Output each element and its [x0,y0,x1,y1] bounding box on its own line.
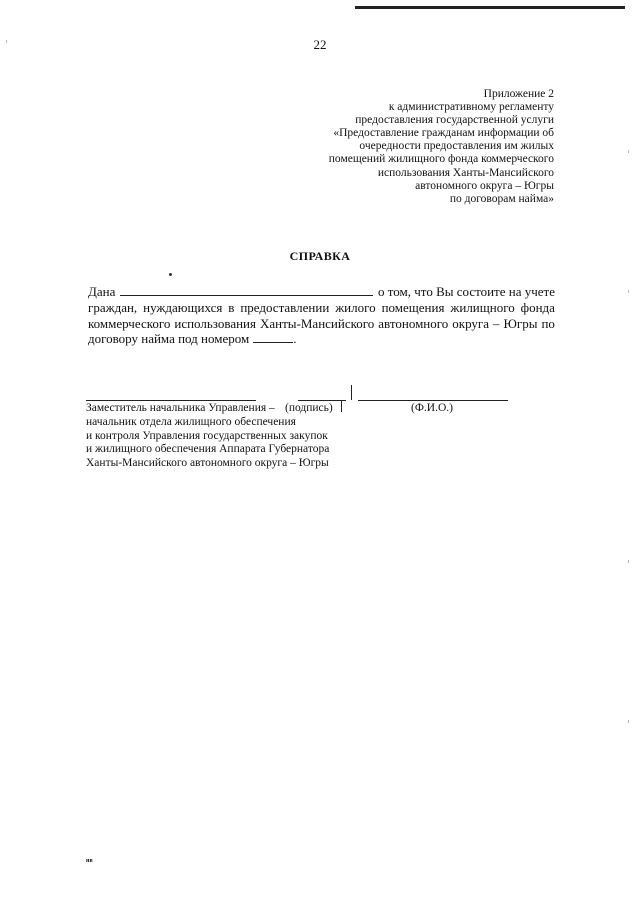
appendix-line: автономного округа – Югры [415,179,554,192]
word: жилого [335,300,376,315]
appendix-line: очередности предоставления им жилых [359,140,554,153]
position-line: и контроля Управления государственных закупок [86,429,328,442]
body-line-2 [88,300,555,316]
word: коммерческого [88,315,171,331]
scan-speck [628,290,629,293]
body-text: о том, что Вы состоите на учете [378,284,555,299]
body-line-4 [88,331,555,347]
word: – [493,315,500,331]
word: по [541,315,555,331]
position-line: и жилищного обеспечения Аппарата Губернатора [86,443,330,455]
position-blank-line [86,400,256,401]
word: автономного [378,315,449,331]
issued-to-label: Дана [88,284,116,299]
scan-bar [341,401,342,412]
word: помещения [381,300,445,315]
certificate-body [88,284,555,347]
position-title: Заместитель начальника Управления – [86,402,275,414]
contract-number-blank [253,331,293,343]
word: в [228,300,235,315]
scan-speck [6,40,7,43]
word: жилищного [450,300,515,315]
scan-speck [628,720,629,723]
body-text: . [293,331,297,346]
recipient-name-blank [120,284,373,296]
signature-label: (подпись) [285,402,333,414]
appendix-line: использования Ханты-Мансийского [377,166,554,179]
page-number: 22 [313,37,327,52]
appendix-header [329,88,554,206]
position-line: начальник отдела жилищного обеспечения [86,416,296,428]
name-blank-line [358,400,508,401]
signature-blank-line [298,400,346,401]
word: Ханты-Мансийского [260,315,375,331]
corner-mark: нв [86,858,93,864]
appendix-line: по договорам найма» [449,192,554,205]
appendix-line: помещений жилищного фонда коммерческого [328,153,554,166]
word: округа [452,315,490,331]
scan-speck [169,273,172,276]
body-line-1 [88,284,555,300]
body-line-3 [88,316,555,332]
document-title: СПРАВКА [289,249,351,263]
scan-speck [628,560,629,563]
word: Югры [503,315,538,331]
scan-top-line [355,6,625,9]
body-text: договору найма под номером [88,331,250,346]
appendix-line: предоставления государственной услуги [355,114,554,127]
appendix-line: «Предоставление гражданам информации об [333,127,554,140]
position-line: Ханты-Мансийского автономного округа – Югры [86,456,329,469]
word: граждан, [88,300,138,315]
word: нуждающихся [143,300,223,315]
appendix-line: к административному регламенту [388,101,554,114]
word: использования [174,315,256,331]
word: фонда [520,300,555,315]
scan-bar [351,385,352,400]
position-detail [86,416,329,470]
name-label: (Ф.И.О.) [411,402,453,414]
word: предоставлении [240,300,330,315]
appendix-line: Приложение 2 [483,88,554,100]
scan-speck [628,150,629,153]
